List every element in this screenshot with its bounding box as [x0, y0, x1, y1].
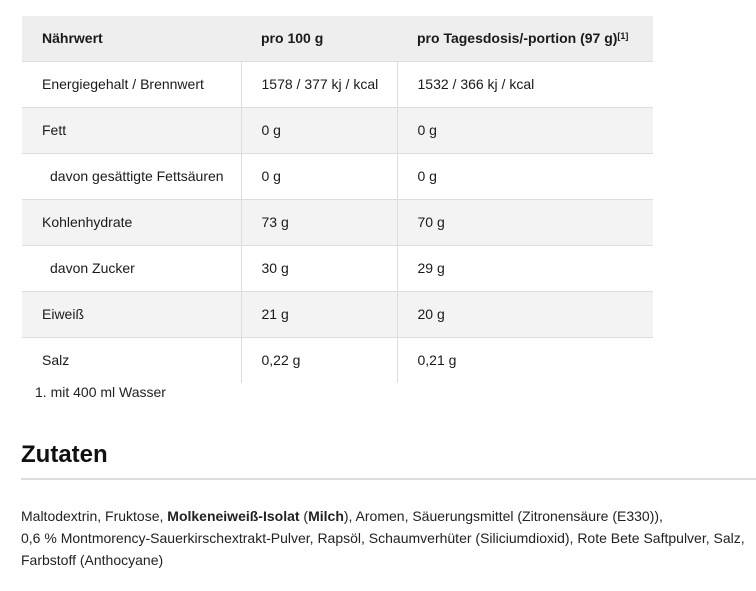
- nutrient-name: davon Zucker: [22, 245, 241, 291]
- section-divider: [21, 478, 756, 480]
- nutrient-name: Energiegehalt / Brennwert: [22, 61, 241, 107]
- nutrition-table-header: [22, 16, 653, 61]
- value-per-100g: 73 g: [241, 199, 397, 245]
- ingredients-line2: 0,6 % Montmorency-Sauerkirschextrakt-Pulver, Rapsöl, Schaumverhüter (Siliciumdioxid), Rote Bete Saftpulver, Salz,: [21, 530, 745, 546]
- ingredients-line3: Farbstoff (Anthocyane): [21, 552, 164, 568]
- ingredients-part2: (: [299, 508, 309, 524]
- nutrient-name: Salz: [22, 337, 241, 383]
- ingredients-text: [21, 505, 751, 571]
- value-per-portion: 20 g: [397, 291, 653, 337]
- nutrient-name: Fett: [22, 107, 241, 153]
- nutrient-name: Kohlenhydrate: [22, 199, 241, 245]
- ingredients-part1: Maltodextrin, Fruktose,: [21, 508, 168, 524]
- table-row: [22, 337, 653, 383]
- ingredients-part3: ), Aromen, Säuerungsmittel (Zitronensäure (E330)),: [343, 508, 663, 524]
- table-row: [22, 153, 653, 199]
- header-per-100g: pro 100 g: [241, 16, 397, 61]
- value-per-100g: 21 g: [241, 291, 397, 337]
- value-per-portion: 0,21 g: [397, 337, 653, 383]
- value-per-portion: 1532 / 366 kj / kcal: [397, 61, 653, 107]
- value-per-portion: 0 g: [397, 107, 653, 153]
- table-row: [22, 291, 653, 337]
- table-row: [22, 107, 653, 153]
- value-per-portion: 0 g: [397, 153, 653, 199]
- table-row: [22, 199, 653, 245]
- header-naehrwert: Nährwert: [22, 16, 241, 61]
- value-per-100g: 30 g: [241, 245, 397, 291]
- table-footnote: 1. mit 400 ml Wasser: [35, 384, 166, 400]
- table-row: [22, 61, 653, 107]
- header-per-portion: [397, 16, 653, 61]
- header-per-portion-label: pro Tagesdosis/-portion (97 g): [417, 30, 618, 47]
- allergen-milk: Milch: [308, 508, 344, 524]
- value-per-100g: 0 g: [241, 153, 397, 199]
- footnote-ref-link[interactable]: [1]: [617, 31, 629, 42]
- allergen-whey-isolate: Molkeneiweiß-Isolat: [167, 508, 300, 524]
- nutrition-table: [22, 16, 653, 383]
- value-per-100g: 0,22 g: [241, 337, 397, 383]
- table-row: [22, 245, 653, 291]
- value-per-100g: 1578 / 377 kj / kcal: [241, 61, 397, 107]
- value-per-100g: 0 g: [241, 107, 397, 153]
- ingredients-heading: Zutaten: [21, 441, 108, 468]
- value-per-portion: 70 g: [397, 199, 653, 245]
- nutrient-name: davon gesättigte Fettsäuren: [22, 153, 241, 199]
- nutrient-name: Eiweiß: [22, 291, 241, 337]
- value-per-portion: 29 g: [397, 245, 653, 291]
